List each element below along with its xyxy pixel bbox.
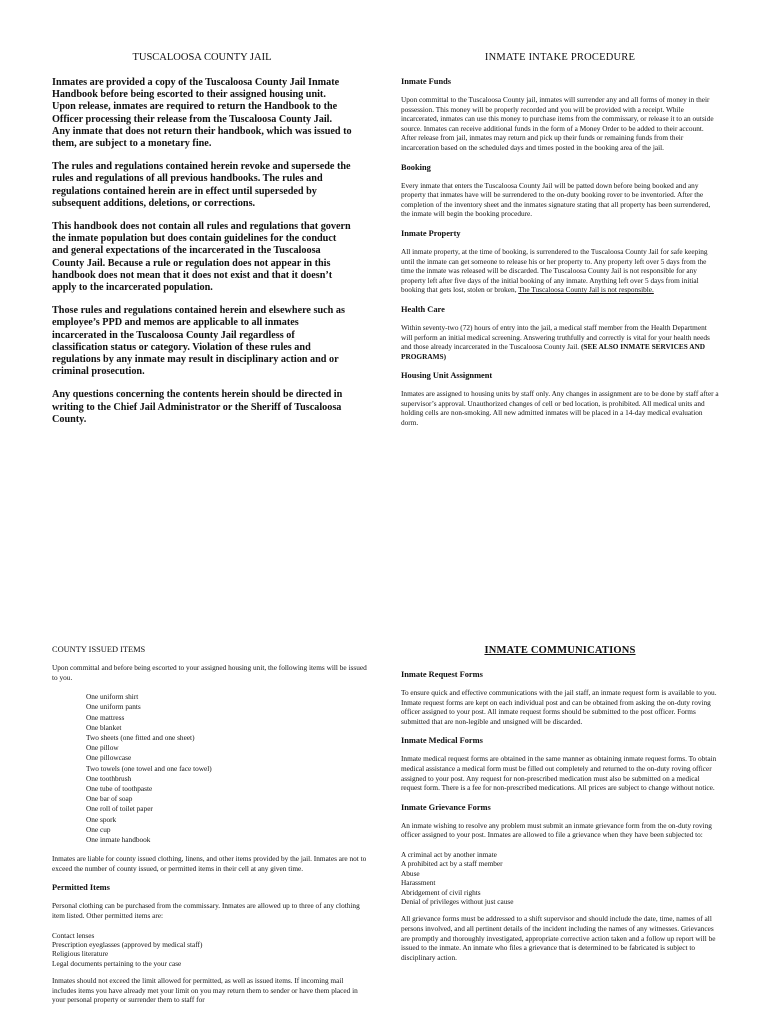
permitted-items-list	[52, 931, 368, 969]
page-title: TUSCALOOSA COUNTY JAIL	[132, 52, 272, 63]
list-item: A prohibited act by a staff member	[401, 859, 503, 869]
funds-heading: Inmate Funds	[401, 77, 452, 86]
funds-text: Upon committal to the Tuscaloosa County jail, inmates will surrender any and all forms of money in their possession. This money will be properly recorded and you will be provided with a receipt. While incarcerated, inmates can use this money to purchase items from the commissary, or release it to an outside source. Inmates can receive additional funds in the form of a Money Order to be added to their account. After release from jail, inmates may return and pick up their funds or remaining funds from their incarceration based on the scheduled days and times posted in the booking area of the jail.	[401, 95, 714, 152]
grievance-forms-text: An inmate wishing to resolve any problem must submit an inmate grievance form from the on-duty roving officer assigned to your post. Inmates are allowed to file a grievance when they have been subjected to:	[401, 820, 712, 840]
health-heading: Health Care	[401, 304, 445, 314]
communications-column	[401, 645, 719, 972]
health-text: Within seventy-two (72) hours of entry into the jail, a medical staff member from the Health Department will perform an initial medical screening. Answering truthfully and correctly is vital for your health needs and those already incarcerated in the Tuscaloosa County Jail.	[401, 322, 710, 352]
request-forms-text: To ensure quick and effective communications with the jail staff, an inmate request form is available to you. Inmate request forms are kept on each individual post and can be obtained from asking the on-duty roving officer assigned to your post. All inmate request forms should be submitted to the post officer. Forms submitted that are non-legible and unsigned will be discarded.	[401, 688, 717, 726]
health-paragraph	[401, 323, 719, 361]
list-item: One bar of soap	[86, 794, 133, 804]
health-see-also: (SEE ALSO INMATE SERVICES AND PROGRAMS)	[401, 342, 706, 361]
list-item: One roll of toilet paper	[86, 804, 153, 814]
intake-title: INMATE INTAKE PROCEDURE	[484, 52, 636, 63]
property-paragraph	[401, 247, 719, 295]
booking-heading: Booking	[401, 162, 431, 172]
intake-procedure-column	[401, 52, 719, 438]
list-item: One toothbrush	[86, 773, 132, 783]
property-text: All inmate property, at the time of booking, is surrendered to the Tuscaloosa County Jail for safe keeping until the inmate can get someone to release his or her property to. Any property left over 5 days from the time the inmate was released will be discarded. The Tuscaloosa County Jail is not responsible for any property left after five days of the initial booking of any inmate. Anything left over 5 days from initial booking that gets lost, stolen or broken,	[401, 246, 708, 295]
housing-text: Inmates are assigned to housing units by staff only. Any changes in assignment are to be done by staff after a supervisor’s approval. Unauthorized changes of cell or bed location, is prohibited. All medical units and holding cells are non-smoking. All new admitted inmates will be placed in a 14-day medical evaluation dorm.	[401, 389, 719, 428]
list-item: A criminal act by another inmate	[401, 849, 497, 859]
list-item: One uniform pants	[86, 702, 141, 712]
property-heading: Inmate Property	[401, 228, 461, 238]
list-item: One spork	[86, 814, 117, 824]
list-item: One pillow	[86, 743, 119, 753]
issued-items-list	[86, 692, 368, 845]
list-item: One uniform shirt	[86, 692, 139, 702]
list-item: Abridgement of civil rights	[401, 887, 481, 897]
guidelines-paragraph: This handbook does not contain all rules and regulations that govern the inmate population but does contain guidelines for the conduct and general expectations of the incarcerated in the Tuscaloosa County Jail. Because a rule or regulation does not appear in this handbook does not mean that it does not exist and that it doesn’t apply to the incarcerated population.	[52, 221, 351, 294]
liability-text: Inmates are liable for county issued clothing, linens, and other items provided by the jail. Inmates are not to exceed the number of county issued, or permitted items in their cell at any given time.	[52, 854, 367, 873]
list-item: One mattress	[86, 712, 125, 722]
county-items-column	[52, 645, 368, 1015]
list-item: One tube of toothpaste	[86, 784, 153, 794]
grievance-reasons-list	[401, 850, 719, 906]
property-disclaimer: The Tuscaloosa County Jail is not responsible.	[518, 285, 654, 295]
housing-heading: Housing Unit Assignment	[401, 371, 493, 381]
list-item: Prescription eyeglasses (approved by medical staff)	[52, 940, 203, 950]
jail-intro-column	[52, 52, 352, 437]
county-items-title: COUNTY ISSUED ITEMS	[52, 645, 146, 654]
list-item: One pillowcase	[86, 753, 132, 763]
list-item: Contact lenses	[52, 930, 95, 940]
communications-title: INMATE COMMUNICATIONS	[484, 645, 636, 656]
handbook-return-paragraph: Inmates are provided a copy of the Tuscaloosa County Jail Inmate Handbook before being escorted to their assigned housing unit. Upon release, inmates are required to return the Handbook to the Officer processing their release from the Tuscaloosa County Jail. Any inmate that does not return their handbook, which was issued to them, are subject to a monetary fine.	[52, 77, 352, 150]
grievance-forms-heading: Inmate Grievance Forms	[401, 802, 491, 812]
medical-forms-text: Inmate medical request forms are obtained in the same manner as obtaining inmate request forms. To obtain medical assistance a medical form must be filled out completely and returned to the on-duty roving officer assigned to your post. Any request for non-prescribed medication must also be submitted on a medical request form. There is a fee for non-prescribed medications. All prices are subject to change without notice.	[401, 754, 717, 793]
list-item: Abuse	[401, 868, 420, 878]
applicability-paragraph: Those rules and regulations contained herein and elsewhere such as employee’s PPD and memos are applicable to all inmates incarcerated in the Tuscaloosa County Jail regardless of classification status or category. Violation of these rules and regulations by any inmate may result in disciplinary action and or criminal prosecution.	[52, 305, 345, 378]
permitted-text: Personal clothing can be purchased from the commissary. Inmates are allowed up to three of any clothing item listed. Other permitted items are:	[52, 901, 360, 921]
medical-forms-heading: Inmate Medical Forms	[401, 736, 483, 746]
list-item: One inmate handbook	[86, 835, 151, 845]
questions-paragraph: Any questions concerning the contents herein should be directed in writing to the Chief Jail Administrator or the Sheriff of Tuscaloosa County.	[52, 389, 343, 425]
list-item: Denial of privileges without just cause	[401, 896, 514, 906]
list-item: Religious literature	[52, 949, 109, 959]
list-item: Two towels (one towel and one face towel)	[86, 763, 212, 773]
list-item: Two sheets (one fitted and one sheet)	[86, 733, 195, 742]
list-item: One blanket	[86, 722, 122, 732]
permitted-heading: Permitted Items	[52, 883, 110, 893]
request-forms-heading: Inmate Request Forms	[401, 670, 483, 679]
booking-text: Every inmate that enters the Tuscaloosa County Jail will be patted down before being booked and any property that inmates have will be surrendered to the on-duty booking rover to be inventoried. After the completion of the inventory sheet and the inmates signature stating that all property has been surrendered, the inmate will begin the booking procedure.	[401, 180, 711, 219]
exceed-limit-text: Inmates should not exceed the limit allowed for permitted, as well as issued items. If incoming mail includes items you have already met your limit on you may return them to sender or have them placed in your personal property or surrender them to staff for	[52, 976, 358, 1005]
supersede-paragraph: The rules and regulations contained herein revoke and supersede the rules and regulations of all previous handbooks. The rules and regulations contained herein are in effect until superseded by subsequent additions, deletions, or corrections.	[52, 161, 351, 209]
list-item: One cup	[86, 824, 111, 834]
list-item: Legal documents pertaining to the your case	[52, 958, 182, 968]
items-intro: Upon committal and before being escorted to your assigned housing unit, the following items will be issued to you.	[52, 663, 367, 682]
grievance-process-text: All grievance forms must be addressed to a shift supervisor and should include the date, time, names of all persons involved, and all pertinent details of the incident including the names of any witnesses. Grievances are promptly and thoroughly investigated, appropriate corrective action taken and a follow up report will be issued to the inmate. An inmate who files a grievance that is determined to be fabricated is subject to disciplinary action.	[401, 914, 716, 962]
list-item: Harassment	[401, 878, 436, 888]
